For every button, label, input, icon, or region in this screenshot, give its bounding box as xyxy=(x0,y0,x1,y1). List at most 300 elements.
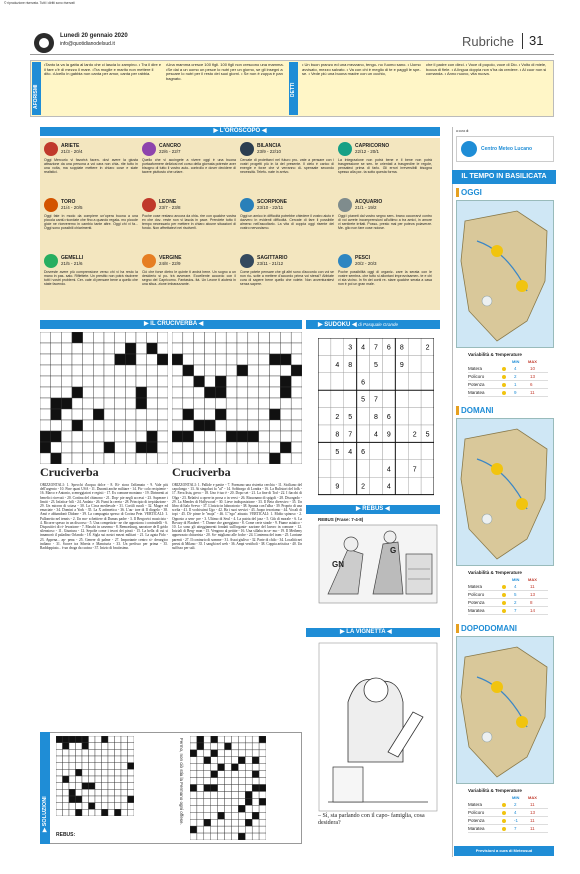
crossword-right-cell xyxy=(215,398,226,409)
crossword-left-cell xyxy=(136,387,147,398)
copyright-note: © riproduzione riservata. Tutti i diritti sono riservati xyxy=(4,1,75,5)
crossword-left-cell xyxy=(147,409,158,420)
sun-icon xyxy=(502,391,506,395)
solution-left-cell xyxy=(89,796,96,803)
sudoku-header: ▶ SUDOKU ◀ di Pasquale Grande xyxy=(306,320,440,329)
sudoku-cell[interactable] xyxy=(331,460,344,477)
meteo-max: 11 xyxy=(530,802,535,807)
crossword-right-cell xyxy=(183,453,194,464)
sign-text: La Integrazione non potrà bene e il bene non potrà trasgressione se sen- te orientati a trasgredire le regole, pensateci prima di farlo. Gli errori irreversibili bisogna spesso alla por- ta sotto questa forma. xyxy=(338,158,432,175)
solution-right-cell xyxy=(204,826,211,833)
crossword-left-cell xyxy=(115,365,126,376)
crossword-right-cell xyxy=(280,420,291,431)
sudoku-digit: 4 xyxy=(348,448,353,456)
meteo-city: Matera xyxy=(468,584,483,589)
solution-left-cell xyxy=(108,776,115,783)
solution-right-cell xyxy=(218,826,225,833)
meteo-max: 13 xyxy=(530,810,536,815)
sudoku-cell[interactable] xyxy=(318,477,331,494)
crossword-right-cell xyxy=(280,387,291,398)
sudoku-digit: 9 xyxy=(335,483,340,491)
solution-right-cell xyxy=(225,743,232,750)
meteo-day-label: OGGI xyxy=(456,188,482,197)
solution-right-cell xyxy=(197,736,204,743)
solution-left-cell xyxy=(56,743,63,750)
crossword-left-cell xyxy=(93,431,104,442)
solution-left-cell xyxy=(82,803,89,810)
crossword-right-cell xyxy=(205,332,216,343)
solution-right-cell xyxy=(211,764,218,771)
detti-col-2: che il padre con dieci. • Voce di popolo, voce di Dio. • Volto di miele, bocca di fiele. • A lingua doppia non s'ha da credere. • Al cuor non si comanda. • Anno nuovo, vita nuova. xyxy=(426,62,547,77)
solution-right-cell xyxy=(225,812,232,819)
solution-left-cell xyxy=(89,736,96,743)
solution-right-cell xyxy=(197,778,204,785)
solution-right-cell xyxy=(204,785,211,792)
sign-acquario xyxy=(338,198,432,252)
solution-right-cell xyxy=(190,798,197,805)
crossword-right-cell xyxy=(259,343,270,354)
crossword-right-cell xyxy=(280,332,291,343)
solution-left-cell xyxy=(63,749,70,756)
sudoku-cell[interactable] xyxy=(421,373,434,390)
solution-right-cell xyxy=(245,764,252,771)
sudoku-digit: 8 xyxy=(374,414,378,422)
rebus-letters-left: GN xyxy=(332,560,344,569)
sign-name: BILANCIA xyxy=(257,143,281,149)
sudoku-cell[interactable] xyxy=(382,390,395,407)
meteo-table-row xyxy=(468,608,548,615)
sign-dates: 23/11 - 21/12 xyxy=(257,261,284,266)
crossword-left-cell xyxy=(147,354,158,365)
meteo-map xyxy=(456,636,554,784)
sudoku-cell[interactable] xyxy=(395,442,408,459)
meteo-max: 13 xyxy=(530,592,536,597)
crossword-right-cell xyxy=(172,453,183,464)
crossword-right-cell xyxy=(248,420,259,431)
sudoku-cell[interactable] xyxy=(421,355,434,372)
crossword-right-cell xyxy=(270,442,281,453)
crossword-right-cell xyxy=(259,431,270,442)
sudoku-cell[interactable] xyxy=(331,390,344,407)
vignetta-caption: – Sì, sta parlando con il capo- famiglia, cosa desidera? xyxy=(318,813,425,826)
crossword-right-cell xyxy=(280,365,291,376)
sudoku-cell[interactable] xyxy=(357,425,370,442)
crossword-right-cell xyxy=(280,398,291,409)
crossword-left-cell xyxy=(93,420,104,431)
crossword-right-cell xyxy=(172,365,183,376)
meteo-min: 7 xyxy=(514,826,517,831)
crossword-left-cell xyxy=(147,453,158,464)
solution-right-cell xyxy=(252,805,259,812)
sudoku-cell[interactable] xyxy=(408,477,421,494)
sudoku-cell[interactable] xyxy=(395,390,408,407)
solution-right-cell xyxy=(252,791,259,798)
sudoku-cell[interactable] xyxy=(318,425,331,442)
solution-right-cell xyxy=(231,833,238,840)
sudoku-cell[interactable] xyxy=(318,355,331,372)
solution-left-cell xyxy=(102,783,109,790)
solution-right-cell xyxy=(252,833,259,840)
crossword-right-cell xyxy=(215,442,226,453)
crossword-right-cell xyxy=(226,354,237,365)
sun-icon xyxy=(502,593,506,597)
sudoku-cell[interactable] xyxy=(395,373,408,390)
meteo-min: 1 xyxy=(514,382,517,387)
meteo-min: 4 xyxy=(514,584,517,589)
crossword-left-cell xyxy=(157,387,168,398)
crossword-left-cell xyxy=(125,431,136,442)
meteo-table-row xyxy=(468,802,548,809)
crossword-right-cell xyxy=(215,343,226,354)
crossword-left-cell xyxy=(147,387,158,398)
solution-right-cell xyxy=(190,778,197,785)
solution-right-cell xyxy=(252,736,259,743)
solution-right-cell xyxy=(245,826,252,833)
sudoku-cell[interactable] xyxy=(408,408,421,425)
crossword-left-cell xyxy=(104,354,115,365)
crossword-right-cell xyxy=(237,343,248,354)
sponsor-name: Centro Meteo Lucano xyxy=(481,146,533,152)
crossword-right-cell xyxy=(280,376,291,387)
sudoku-cell[interactable] xyxy=(382,373,395,390)
sun-icon xyxy=(502,383,506,387)
crossword-left-cell xyxy=(40,409,51,420)
sudoku-cell[interactable] xyxy=(318,460,331,477)
sign-dates: 21/3 - 20/4 xyxy=(61,149,83,154)
sun-icon xyxy=(502,375,506,379)
crossword-left-cell xyxy=(51,453,62,464)
crossword-grid-right[interactable] xyxy=(172,332,302,464)
solution-right-cell xyxy=(197,757,204,764)
crossword-right-cell xyxy=(291,354,302,365)
header-rule xyxy=(30,54,554,55)
solution-left-cell xyxy=(102,803,109,810)
solution-right-cell xyxy=(245,743,252,750)
solution-left-cell xyxy=(89,749,96,756)
solution-right-cell xyxy=(252,812,259,819)
solution-left-cell xyxy=(63,736,70,743)
crossword-right-cell xyxy=(270,431,281,442)
sudoku-cell[interactable] xyxy=(370,373,383,390)
sudoku-cell[interactable] xyxy=(370,477,383,494)
sudoku-grid[interactable] xyxy=(318,338,434,496)
sudoku-cell[interactable] xyxy=(344,477,357,494)
sudoku-digit: 5 xyxy=(348,414,353,422)
sudoku-cell[interactable] xyxy=(408,373,421,390)
sudoku-cell[interactable] xyxy=(408,338,421,355)
solution-right-cell xyxy=(238,798,245,805)
crossword-right-cell xyxy=(205,354,216,365)
crossword-left-cell xyxy=(125,354,136,365)
sudoku-cell[interactable] xyxy=(382,355,395,372)
solution-right-cell xyxy=(259,757,266,764)
sudoku-digit: 6 xyxy=(361,448,366,456)
solution-right-cell xyxy=(252,743,259,750)
solution-right-cell xyxy=(197,764,204,771)
crossword-left-cell xyxy=(72,409,83,420)
solution-right-cell xyxy=(231,736,238,743)
crossword-right-cell xyxy=(270,332,281,343)
sudoku-cell[interactable] xyxy=(318,373,331,390)
crossword-right-cell xyxy=(291,398,302,409)
solution-right-cell xyxy=(259,750,266,757)
solution-left-cell xyxy=(121,789,128,796)
sign-name: ACQUARIO xyxy=(355,199,383,205)
solution-left-cell xyxy=(56,796,63,803)
sudoku-cell[interactable] xyxy=(408,390,421,407)
solution-left-cell xyxy=(115,796,122,803)
cruciverba-header: ▶ IL CRUCIVERBA ◀ xyxy=(40,320,302,329)
crossword-left-cell xyxy=(104,398,115,409)
solution-right-cell xyxy=(211,757,218,764)
solution-right-cell xyxy=(218,785,225,792)
sign-toro xyxy=(44,198,138,252)
crossword-left-cell xyxy=(157,332,168,343)
sudoku-digit: 2 xyxy=(335,414,340,422)
solution-right-cell xyxy=(238,743,245,750)
solution-right-cell xyxy=(238,791,245,798)
sign-vergine xyxy=(142,254,236,308)
solution-right-cell xyxy=(204,743,211,750)
crossword-right-cell xyxy=(237,376,248,387)
solution-right-cell xyxy=(225,757,232,764)
solution-left-cell xyxy=(82,749,89,756)
crossword-right-cell xyxy=(270,354,281,365)
crossword-left-cell xyxy=(147,431,158,442)
sudoku-digit: 5 xyxy=(425,431,430,439)
solution-left-cell xyxy=(56,776,63,783)
crossword-right-cell xyxy=(291,365,302,376)
solution-right-cell xyxy=(218,764,225,771)
crossword-right-cell xyxy=(248,332,259,343)
sudoku-cell[interactable] xyxy=(344,460,357,477)
sudoku-cell[interactable] xyxy=(408,442,421,459)
crossword-right-cell xyxy=(270,343,281,354)
crossword-right-cell xyxy=(237,442,248,453)
crossword-right-cell xyxy=(226,409,237,420)
solution-left-cell xyxy=(121,776,128,783)
sudoku-cell[interactable] xyxy=(357,408,370,425)
sudoku-cell[interactable] xyxy=(318,442,331,459)
solution-left-cell xyxy=(69,769,76,776)
solution-right-cell xyxy=(231,764,238,771)
solution-left-cell xyxy=(128,776,135,783)
sudoku-cell[interactable] xyxy=(370,460,383,477)
crossword-left-cell xyxy=(104,376,115,387)
solution-left-cell xyxy=(95,809,102,816)
crossword-left-cell xyxy=(93,409,104,420)
crossword-right-cell xyxy=(259,409,270,420)
crossword-left-cell xyxy=(115,354,126,365)
sign-text: Oggi i pianeti dal vostro segno sem- brano occorrarvi contro di voi avrete incomprensioni all'ultimo a tra amici, in amore vi sentirete irritati. Posso- presto mai per poteva poiaverze. Me- glio non fare cose noiose. xyxy=(338,214,432,231)
solution-right-cell xyxy=(259,805,266,812)
solution-right-cell xyxy=(211,736,218,743)
solution-right-cell xyxy=(204,833,211,840)
sudoku-cell[interactable] xyxy=(395,408,408,425)
sudoku-title: SUDOKU xyxy=(324,322,351,328)
sudoku-cell[interactable] xyxy=(382,442,395,459)
solution-right-cell xyxy=(259,764,266,771)
crossword-right-cell xyxy=(291,442,302,453)
meteo-min: 4 xyxy=(514,366,517,371)
crossword-left-cell xyxy=(136,442,147,453)
sudoku-cell[interactable] xyxy=(421,390,434,407)
solution-right-cell xyxy=(190,764,197,771)
crossword-left-cell xyxy=(115,409,126,420)
solution-right-cell xyxy=(225,778,232,785)
sudoku-cell[interactable] xyxy=(331,338,344,355)
meteo-city: Potenza xyxy=(468,818,485,823)
crossword-right-cell xyxy=(248,376,259,387)
crossword-left-cell xyxy=(125,343,136,354)
crossword-right-cell xyxy=(270,376,281,387)
solution-right-cell xyxy=(225,736,232,743)
sign-cancro xyxy=(142,142,236,196)
sudoku-cell[interactable] xyxy=(408,355,421,372)
solution-right-cell xyxy=(259,771,266,778)
crossword-right-cell xyxy=(248,398,259,409)
sudoku-cell[interactable] xyxy=(344,373,357,390)
crossword-right-cell xyxy=(280,431,291,442)
solution-right-cell xyxy=(225,826,232,833)
crossword-left-cell xyxy=(83,431,94,442)
crossword-left-cell xyxy=(115,442,126,453)
crossword-right-cell xyxy=(183,387,194,398)
meteo-city: Maratea xyxy=(468,608,485,613)
solution-left-cell xyxy=(128,783,135,790)
sudoku-cell[interactable] xyxy=(357,460,370,477)
sudoku-cell[interactable] xyxy=(395,477,408,494)
sudoku-cell[interactable] xyxy=(318,390,331,407)
meteo-min: 7 xyxy=(514,608,517,613)
vignetta-title: LA VIGNETTA xyxy=(346,629,386,635)
crossword-left-cell xyxy=(104,365,115,376)
solution-left-cell xyxy=(121,796,128,803)
sign-text: Cercate di proiettarvi nel futuro pro- vate a pensare con i vostri progetti più in là del presente. Il cielo è carico di energie e forze che vi verranno di- spensate secondo necessità. Telefo- nate in arrivo. xyxy=(240,158,334,175)
solution-left-cell xyxy=(82,809,89,816)
solution-right-cell xyxy=(252,778,259,785)
solution-left-cell xyxy=(121,763,128,770)
solution-right-cell xyxy=(211,805,218,812)
crossword-left-cell xyxy=(157,376,168,387)
crossword-left-cell xyxy=(40,387,51,398)
sudoku-digit: 2 xyxy=(412,431,417,439)
crossword-left-cell xyxy=(157,453,168,464)
solution-left-cell xyxy=(121,783,128,790)
solution-right-cell xyxy=(259,819,266,826)
sudoku-cell[interactable] xyxy=(370,442,383,459)
crossword-left-cell xyxy=(115,453,126,464)
crossword-left-cell xyxy=(61,332,72,343)
sudoku-cell[interactable] xyxy=(395,425,408,442)
sudoku-cell[interactable] xyxy=(395,460,408,477)
crossword-right-cell xyxy=(237,398,248,409)
vergine-icon xyxy=(142,254,156,268)
sudoku-digit: 9 xyxy=(386,431,391,439)
crossword-right-cell xyxy=(205,387,216,398)
crossword-right-cell xyxy=(248,354,259,365)
scorpione-icon xyxy=(240,198,254,212)
sudoku-cell[interactable] xyxy=(331,373,344,390)
solution-left-cell xyxy=(56,749,63,756)
aforismi-col-2: •Una mamma cresce 100 figli. 100 figli non crescono una mamma. •Se dai a un uomo un pesce lo nutri per un giorno, se gli insegni a pescare lo nutri per il resto dei suoi giorni. • Se non è zuppa è pan bagnato. xyxy=(166,62,284,81)
solution-left-cell xyxy=(69,736,76,743)
aforismi-col-1: •Tanto la va la gatta al lardo che ci lascia lo zampino. • Tra il dire e il fare c'è di mezzo il mare. •Tra moglie e marito non mettere il dito. •Ucello in gabbia non canta per amor, canta per rabbia. xyxy=(44,62,162,77)
crossword-right-cell xyxy=(215,409,226,420)
sign-text: Oggi un amico in difficoltà potrebbe chiedere il vostro aiuto è davvero in evidenti difficoltà. Cercate di fare il possibile almeno nell'ascoltarlo. La vita di coppia oggi risente del vostro nervosismo. xyxy=(240,214,334,231)
ariete-icon xyxy=(44,142,58,156)
crossword-left-cell xyxy=(40,453,51,464)
solution-right-cell xyxy=(259,812,266,819)
solution-right-cell xyxy=(225,750,232,757)
header-date: Lunedì 20 gennaio 2020 xyxy=(60,33,128,39)
crossword-left-cell xyxy=(115,398,126,409)
solution-left-cell xyxy=(69,776,76,783)
sign-dates: 20/2 - 20/3 xyxy=(355,261,377,266)
crossword-grid-left[interactable] xyxy=(40,332,168,464)
sudoku-digit: 2 xyxy=(425,344,430,352)
solution-left-cell xyxy=(76,763,83,770)
solution-left-cell xyxy=(102,796,109,803)
crossword-left-cell xyxy=(104,453,115,464)
crossword-left-cell xyxy=(136,354,147,365)
solution-right-cell xyxy=(218,778,225,785)
crossword-right-cell xyxy=(237,365,248,376)
solution-right-cell xyxy=(204,791,211,798)
solution-right-cell xyxy=(259,736,266,743)
sudoku-digit: 8 xyxy=(399,344,404,352)
sudoku-cell[interactable] xyxy=(357,355,370,372)
sudoku-cell[interactable] xyxy=(421,408,434,425)
solution-right-cell xyxy=(225,805,232,812)
solution-right-cell xyxy=(211,785,218,792)
meteo-table-row xyxy=(468,592,548,599)
solution-right-cell xyxy=(225,791,232,798)
crossword-left-cell xyxy=(40,431,51,442)
crossword-left-cell xyxy=(136,420,147,431)
crossword-right-cell xyxy=(248,431,259,442)
sudoku-cell[interactable] xyxy=(318,408,331,425)
sun-icon xyxy=(502,585,506,589)
crossword-left-cell xyxy=(104,442,115,453)
sudoku-cell[interactable] xyxy=(318,338,331,355)
meteo-city: Maratea xyxy=(468,390,485,395)
sudoku-cell[interactable] xyxy=(344,390,357,407)
sudoku-cell[interactable] xyxy=(421,477,434,494)
crossword-left-cell xyxy=(83,453,94,464)
meteo-max: 10 xyxy=(530,366,536,371)
crossword-right-cell xyxy=(226,398,237,409)
solution-left-cell xyxy=(82,783,89,790)
sudoku-cell[interactable] xyxy=(421,442,434,459)
solution-left-cell xyxy=(63,809,70,816)
crossword-left-cell xyxy=(51,420,62,431)
solution-right-cell xyxy=(231,743,238,750)
sign-name: VERGINE xyxy=(159,255,182,261)
solution-left-cell xyxy=(76,809,83,816)
solution-left-cell xyxy=(89,776,96,783)
rebus-letters-right: G xyxy=(390,546,397,555)
solution-left-cell xyxy=(69,743,76,750)
solution-left-cell xyxy=(128,756,135,763)
solution-right-cell xyxy=(225,764,232,771)
solution-left-cell xyxy=(76,769,83,776)
crossword-right-cell xyxy=(291,332,302,343)
soluzioni-label: ▶ SOLUZIONI xyxy=(41,796,48,832)
sudoku-cell[interactable] xyxy=(421,460,434,477)
solution-right-cell xyxy=(245,805,252,812)
solution-right-cell xyxy=(231,812,238,819)
